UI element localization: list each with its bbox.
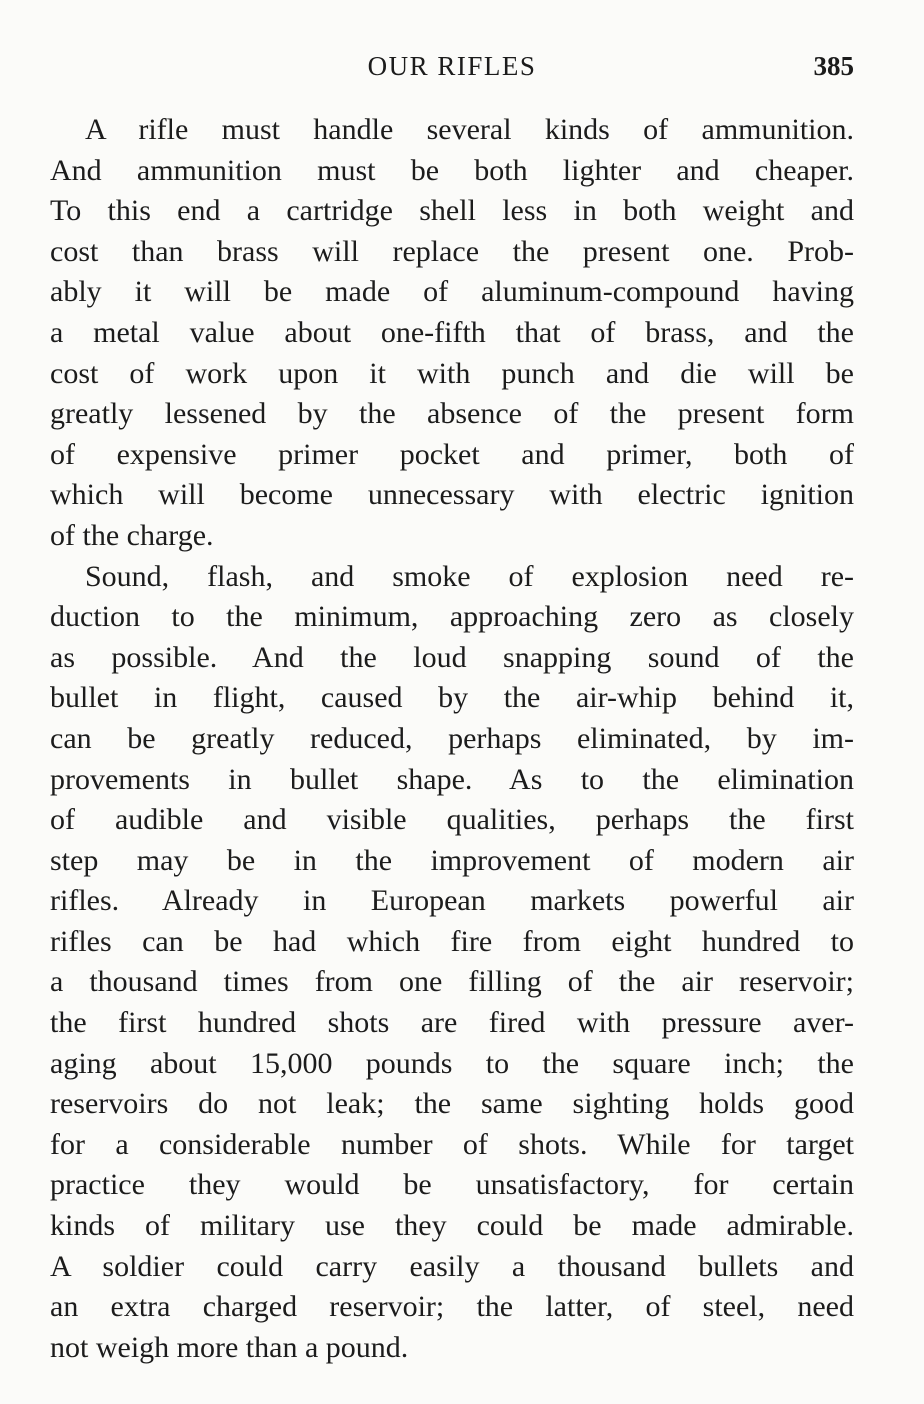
text-line: as possible. And the loud snapping sound of the xyxy=(50,640,854,674)
text-line: of audible and visible qualities, perhaps the first xyxy=(50,803,854,837)
running-title: OUR RIFLES xyxy=(367,51,537,81)
text-line: To this end a cartridge shell less in both weight and xyxy=(50,194,854,228)
text-line: step may be in the improvement of modern air xyxy=(50,843,854,877)
text-line: duction to the minimum, approaching zero as closely xyxy=(50,600,854,634)
text-line: the first hundred shots are fired with pressure aver- xyxy=(50,1006,854,1040)
text-line: a metal value about one-fifth that of brass, and the xyxy=(50,315,854,349)
text-line: a thousand times from one filling of the air reservoir; xyxy=(50,965,854,999)
page-number: 385 xyxy=(813,51,854,81)
text-line: kinds of military use they could be made admirable. xyxy=(50,1209,854,1243)
text-line: greatly lessened by the absence of the present form xyxy=(50,397,854,431)
text-line: A soldier could carry easily a thousand bullets and xyxy=(50,1249,854,1283)
text-line: And ammunition must be both lighter and cheaper. xyxy=(50,153,854,187)
running-head xyxy=(50,48,854,88)
text-line: can be greatly reduced, perhaps eliminated, by im- xyxy=(50,721,854,755)
text-line: ably it will be made of aluminum-compound having xyxy=(50,275,854,309)
text-line: A rifle must handle several kinds of ammunition. xyxy=(85,113,854,146)
paragraph-sound-flash-smoke xyxy=(50,557,854,1369)
text-line: provements in bullet shape. As to the elimination xyxy=(50,762,854,796)
text-line: cost than brass will replace the present one. Prob- xyxy=(50,234,854,268)
text-line: which will become unnecessary with electric ignition xyxy=(50,478,854,512)
text-line: of expensive primer pocket and primer, both of xyxy=(50,437,854,471)
text-line: not weigh more than a pound. xyxy=(50,1330,409,1364)
text-line: reservoirs do not leak; the same sighting holds good xyxy=(50,1087,854,1121)
text-line: rifles can be had which fire from eight hundred to xyxy=(50,924,854,958)
body-text xyxy=(50,110,854,1368)
text-line: cost of work upon it with punch and die will be xyxy=(50,356,854,390)
text-line: bullet in flight, caused by the air-whip behind it, xyxy=(50,681,854,715)
text-line: aging about 15,000 pounds to the square inch; the xyxy=(50,1046,854,1080)
text-line: rifles. Already in European markets powerful air xyxy=(50,884,854,918)
text-line: Sound, flash, and smoke of explosion need re- xyxy=(85,559,854,593)
text-line: of the charge. xyxy=(50,518,214,552)
text-line: for a considerable number of shots. While for target xyxy=(50,1127,854,1161)
text-line: practice they would be unsatisfactory, for certain xyxy=(50,1168,854,1202)
paragraph-ammunition xyxy=(50,110,854,557)
text-line: an extra charged reservoir; the latter, of steel, need xyxy=(50,1290,854,1324)
